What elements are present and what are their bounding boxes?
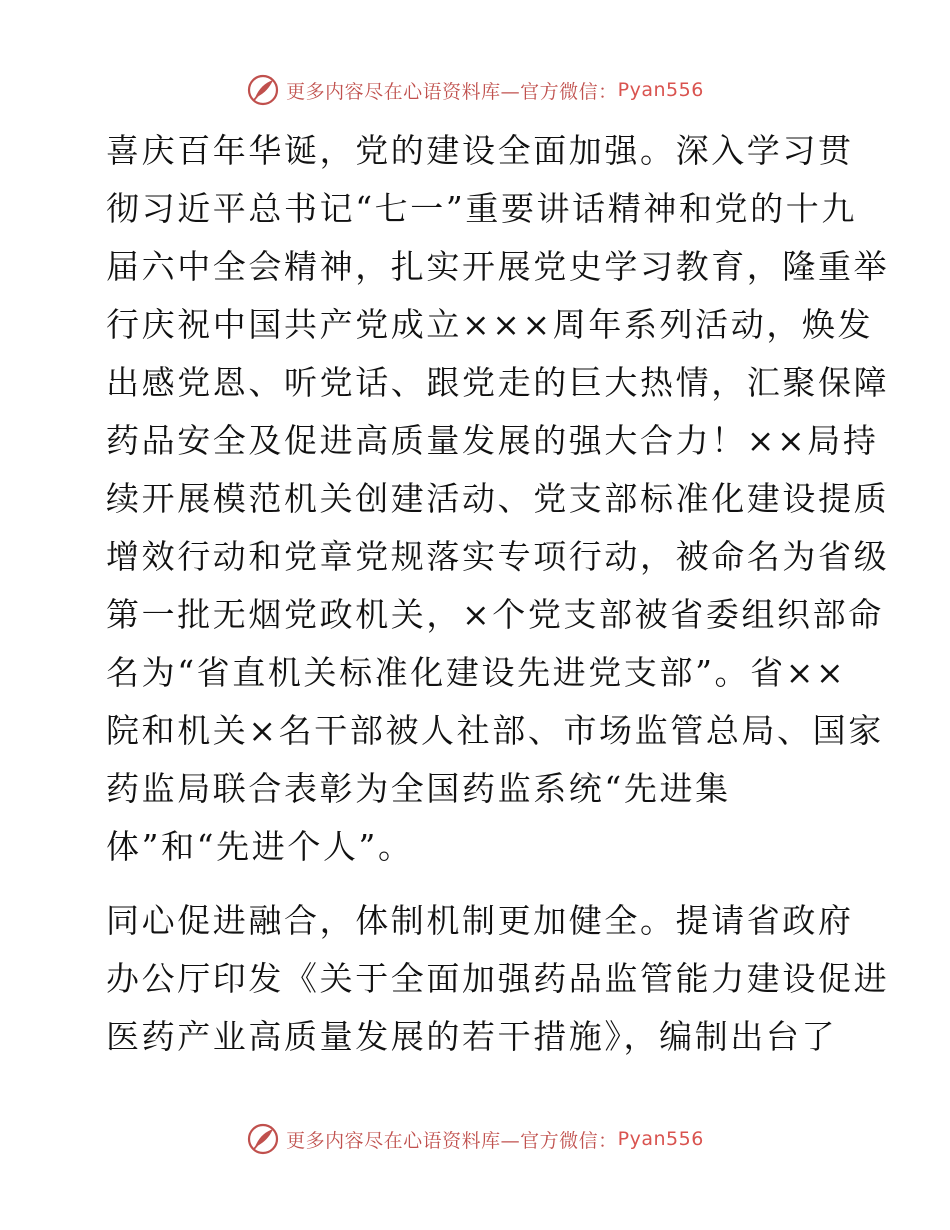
text-line: 彻习近平总书记“七一”重要讲话精神和党的十九 [106,189,857,228]
text-line: 喜庆百年华诞，党的建设全面加强。深入学习贯 [106,131,854,170]
text-line: 医药产业高质量发展的若干措施》，编制出台了 [106,1017,838,1056]
text-line: 续开展模范机关创建活动、党支部标准化建设提质 [106,479,890,518]
text-line: 第一批无烟党政机关，×个党支部被省委组织部命 [106,595,884,634]
feather-pen-logo-icon [246,73,280,107]
text-line: 增效行动和党章党规落实专项行动，被命名为省级 [106,537,890,576]
header-watermark [0,70,950,110]
text-line: 行庆祝中国共产党成立×××周年系列活动，焕发 [106,305,874,344]
text-line: 药监局联合表彰为全国药监系统“先进集 [106,769,731,808]
document-body [96,122,890,1066]
footer-watermark [0,1119,950,1159]
watermark-text: 更多内容尽在心语资料库—官方微信： [286,1129,618,1152]
paragraph-party-building [96,122,890,876]
paragraph-institutional-reform [96,892,890,1066]
watermark-wechat-handle: Pyan556 [617,79,704,101]
text-line: 办公厅印发《关于全面加强药品监管能力建设促进 [106,959,890,998]
text-line: 体”和“先进个人”。 [106,827,414,866]
text-line: 届六中全会精神，扎实开展党史学习教育，隆重举 [106,247,890,286]
watermark-wechat-handle: Pyan556 [617,1128,704,1150]
text-line: 出感党恩、听党话、跟党走的巨大热情，汇聚保障 [106,363,890,402]
text-line: 名为“省直机关标准化建设先进党支部”。省×× [106,653,847,692]
feather-pen-logo-icon [246,1122,280,1156]
text-line: 药品安全及促进高质量发展的强大合力！××局持 [106,421,879,460]
text-line: 院和机关×名干部被人社部、市场监管总局、国家 [106,711,884,750]
watermark-text: 更多内容尽在心语资料库—官方微信： [286,80,618,103]
text-line: 同心促进融合，体制机制更加健全。提请省政府 [106,901,854,940]
